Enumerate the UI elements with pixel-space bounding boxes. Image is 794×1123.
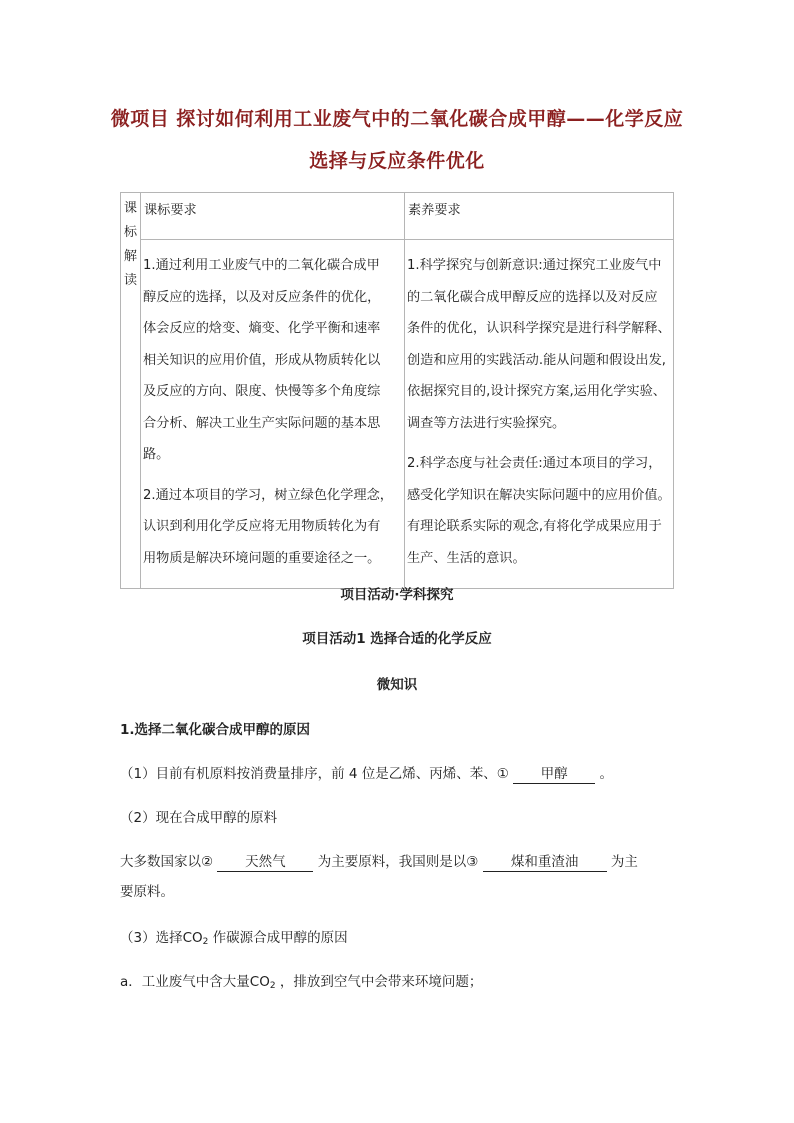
curriculum-table [120, 192, 674, 589]
co2-subscript: 2 [202, 937, 209, 947]
question-1-2-line-1 [120, 850, 680, 872]
question-1-3-a-suffix: ，排放到空气中会带来环境问题； [275, 974, 483, 990]
literacy-line: 1.科学探究与创新意识:通过探究工业废气中 [407, 258, 662, 273]
header-literacy-requirements: 素养要求 [405, 193, 674, 240]
curriculum-requirements-cell [141, 240, 405, 589]
side-label-char: 读 [123, 273, 138, 288]
requirement-line: 及反应的方向、限度、快慢等多个角度综 [143, 384, 381, 399]
answer-blank-3: 煤和重渣油 [483, 854, 607, 872]
header-curriculum-requirements: 课标要求 [141, 193, 405, 240]
literacy-line: 调查等方法进行实验探究。 [407, 415, 566, 431]
literacy-requirements-cell [405, 240, 674, 589]
question-1-1 [120, 762, 680, 784]
document-title-line-2: 选择与反应条件优化 [309, 150, 485, 172]
question-1-heading: 1.选择二氧化碳合成甲醇的原因 [120, 722, 311, 738]
document-title-line-1: 微项目 探讨如何利用工业废气中的二氧化碳合成甲醇——化学反应 [110, 108, 684, 130]
question-1-3-a [120, 970, 680, 991]
requirement-line: 认识到利用化学反应将无用物质转化为有 [143, 519, 381, 534]
question-1-2-line-2: 要原料。 [120, 884, 174, 900]
requirement-line: 用物质是解决环境问题的重要途径之一。 [143, 550, 381, 566]
question-1-2-suffix: 为主 [610, 854, 638, 870]
literacy-line: 条件的优化，认识科学探究是进行科学解释、 [407, 321, 671, 336]
literacy-line: 有理论联系实际的观念,有将化学成果应用于 [407, 519, 662, 534]
requirement-line: 合分析、解决工业生产实际问题的基本思 [143, 415, 381, 431]
requirement-line: 相关知识的应用价值，形成从物质转化以 [143, 352, 381, 368]
answer-blank-1: 甲醇 [513, 766, 595, 784]
literacy-line: 2.科学态度与社会责任:通过本项目的学习， [407, 456, 662, 471]
side-label-cell [121, 193, 141, 589]
question-1-2-prefix: 大多数国家以② [120, 854, 214, 870]
requirement-line: 2.通过本项目的学习，树立绿色化学理念， [143, 487, 393, 503]
section-title: 项目活动·学科探究 [340, 587, 454, 603]
requirement-line: 路。 [143, 447, 170, 462]
literacy-line: 依据探究目的,设计探究方案,运用化学实验、 [407, 384, 666, 399]
co2-subscript: 2 [269, 981, 276, 991]
question-1-3-prefix: （3）选择CO [120, 930, 203, 946]
side-label-char: 课 [123, 201, 138, 216]
question-1-3-suffix: 作碳源合成甲醇的原因 [208, 930, 348, 946]
requirement-line: 1.通过利用工业废气中的二氧化碳合成甲 [143, 258, 380, 273]
side-label-char: 标 [123, 225, 138, 240]
question-1-3-a-prefix: a．工业废气中含大量CO [120, 974, 270, 990]
literacy-line: 感受化学知识在解决实际问题中的应用价值。 [407, 487, 671, 503]
question-1-3 [120, 926, 680, 947]
literacy-line: 的二氧化碳合成甲醇反应的选择以及对反应 [407, 289, 658, 305]
micro-knowledge-title: 微知识 [376, 677, 418, 693]
question-1-2-heading: （2）现在合成甲醇的原料 [120, 810, 278, 826]
literacy-line: 生产、生活的意识。 [407, 550, 526, 566]
side-label-char: 解 [123, 249, 138, 264]
question-1-1-text: （1）目前有机原料按消费量排序，前 4 位是乙烯、丙烯、苯、① [120, 766, 509, 782]
activity-title: 项目活动1 选择合适的化学反应 [302, 631, 492, 647]
question-1-1-suffix: 。 [599, 766, 613, 782]
answer-blank-2: 天然气 [217, 854, 313, 872]
question-1-2-middle: 为主要原料，我国则是以③ [317, 854, 479, 870]
requirement-line: 醇反应的选择，以及对反应条件的优化， [143, 289, 381, 305]
literacy-line: 创造和应用的实践活动.能从问题和假设出发, [407, 352, 666, 368]
requirement-line: 体会反应的焓变、熵变、化学平衡和速率 [143, 321, 381, 336]
